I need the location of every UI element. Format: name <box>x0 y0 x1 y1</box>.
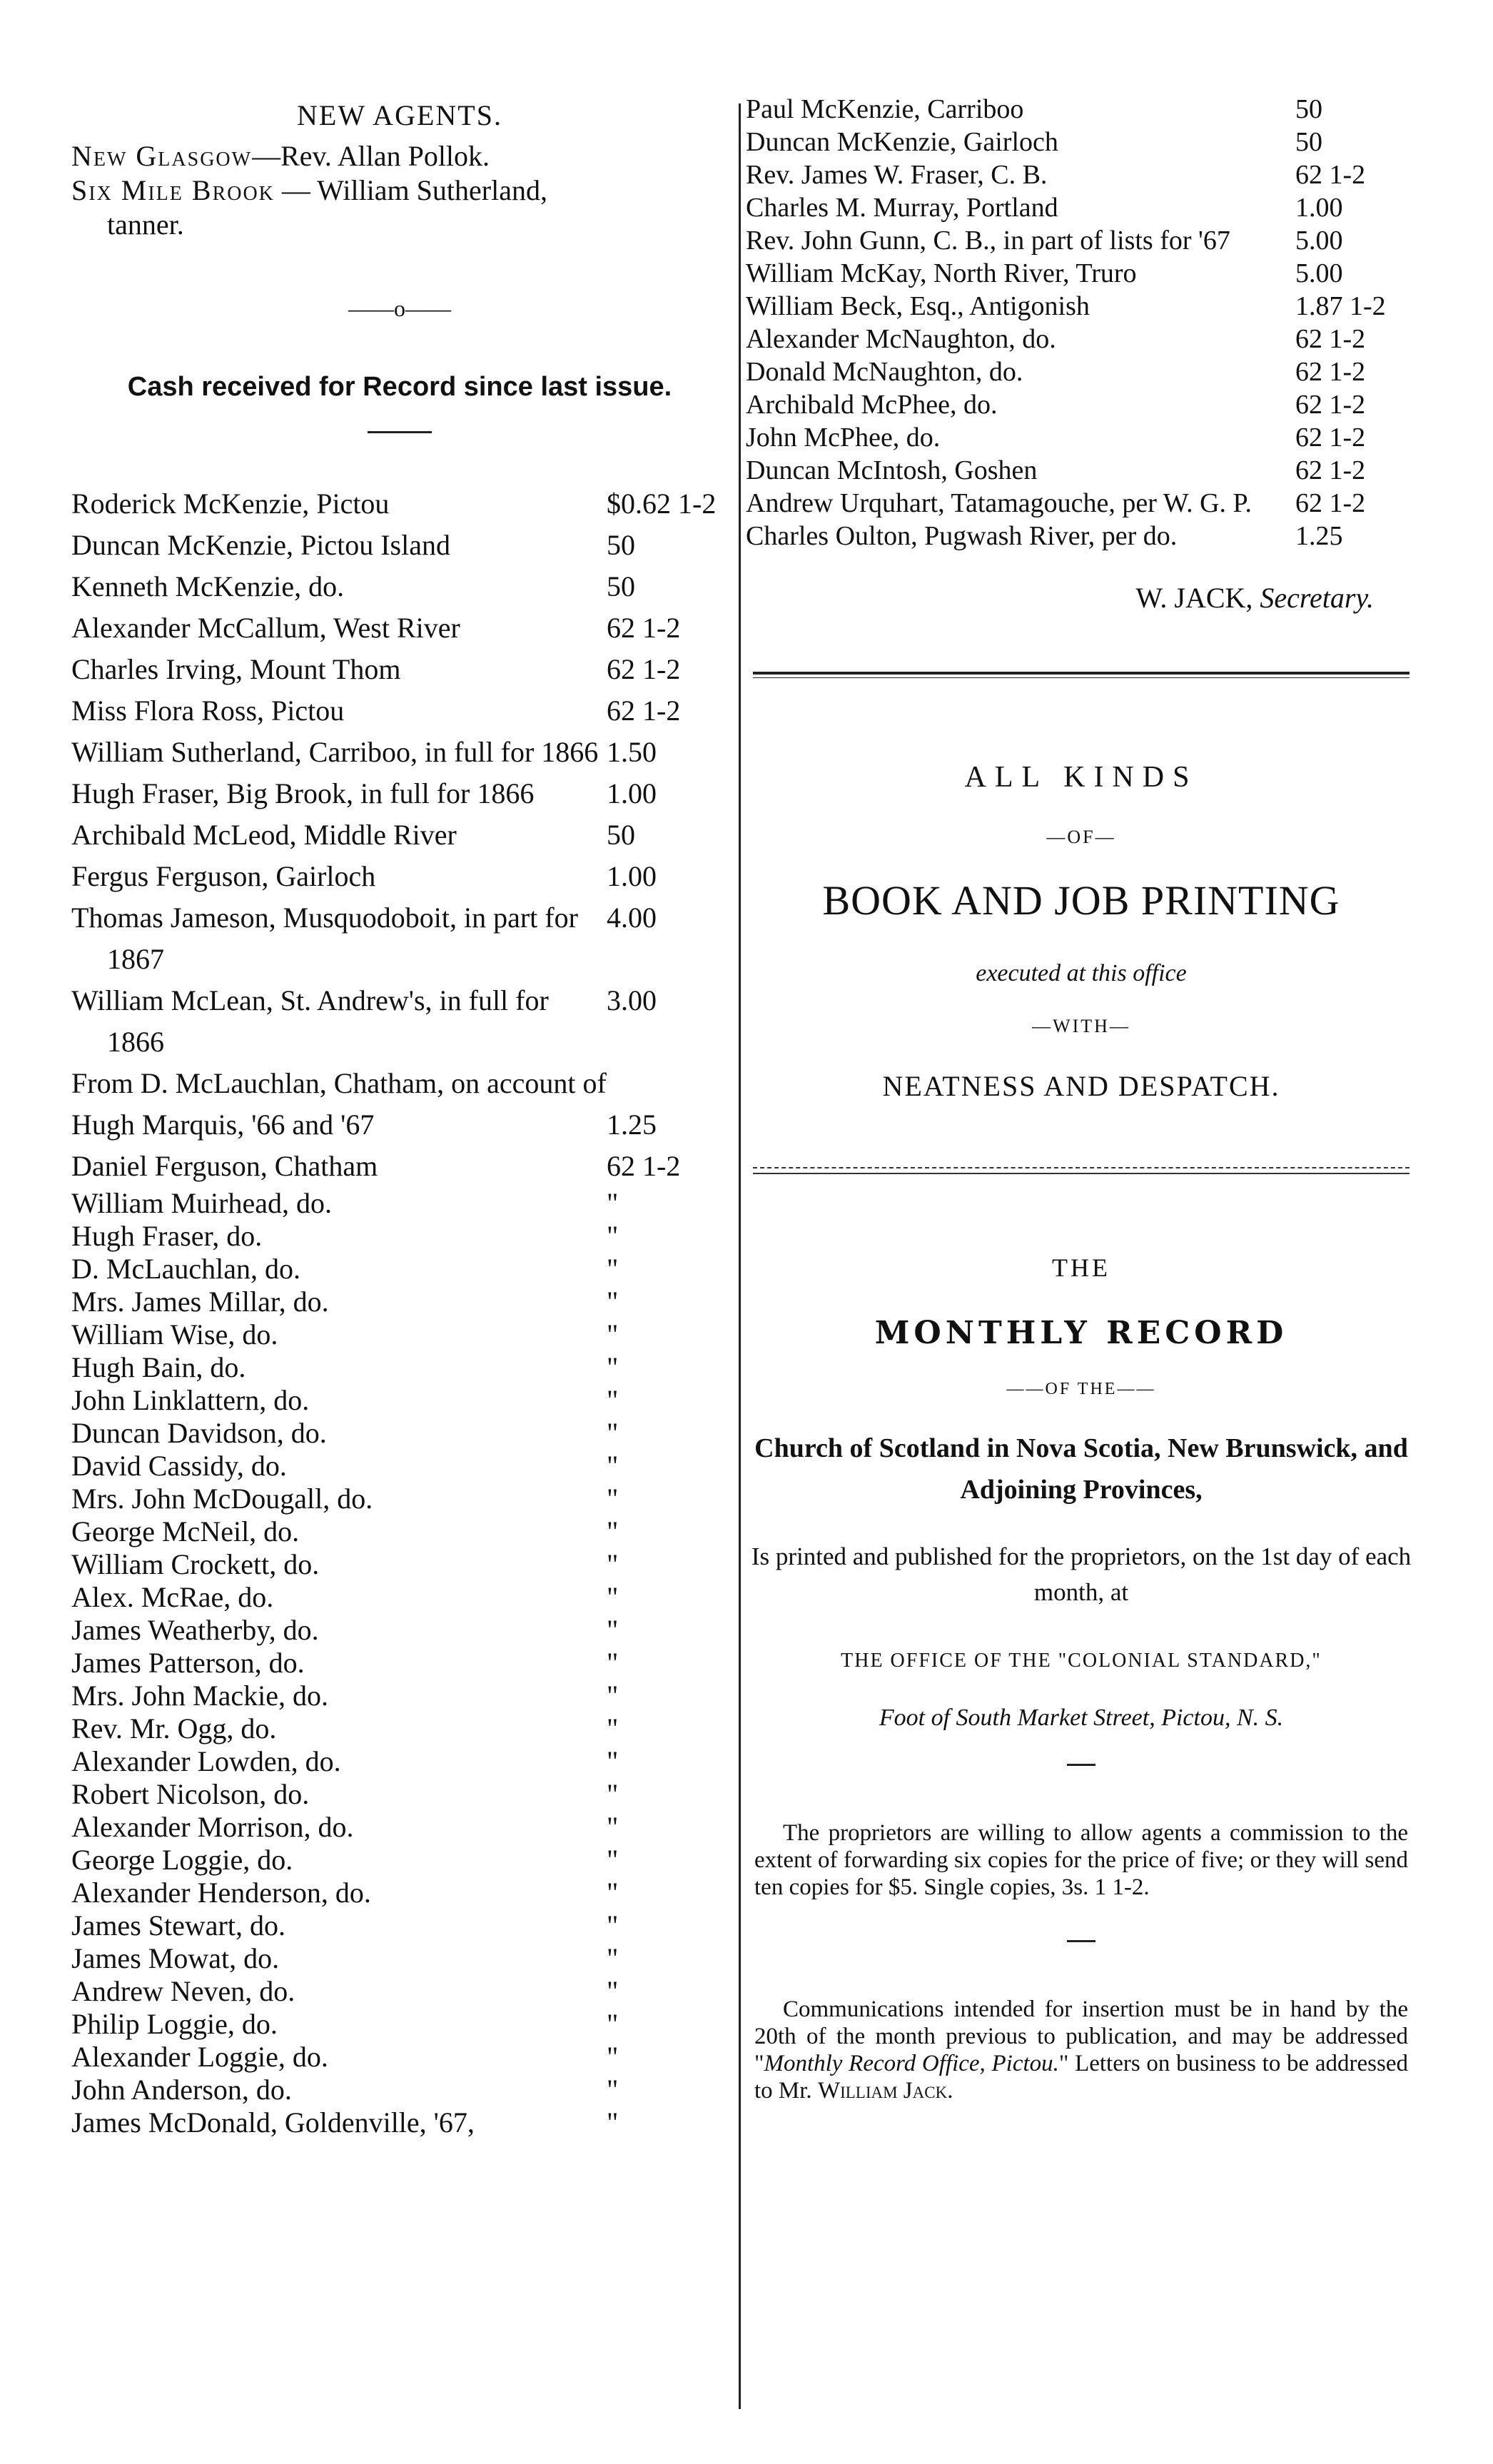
section-separator: ——o—— <box>348 296 451 321</box>
receipt-row <box>71 1515 728 1548</box>
receipt-row <box>71 2008 728 2041</box>
mini-rule <box>1067 1940 1095 1942</box>
signature-name: W. JACK, <box>1135 582 1253 614</box>
receipt-amount: 62 1-2 <box>1295 390 1366 420</box>
left-receipts-list <box>71 483 728 1187</box>
receipt-name: From D. McLauchlan, Chatham, on account of <box>71 1067 607 1099</box>
receipt-name: Alexander Morrison, do. <box>71 1811 354 1843</box>
receipt-amount: 62 1-2 <box>607 1150 681 1182</box>
receipt-row <box>71 690 728 732</box>
receipt-row <box>71 483 728 525</box>
receipt-amount: 62 1-2 <box>607 695 681 727</box>
advert-of: —OF— <box>1046 827 1116 847</box>
receipt-row <box>71 2041 728 2074</box>
receipt-amount: " <box>607 1384 619 1416</box>
receipt-row <box>71 814 728 856</box>
receipt-row <box>71 607 728 649</box>
advert-all-kinds: ALL KINDS <box>964 761 1198 794</box>
receipt-row <box>746 158 1417 191</box>
receipt-amount: 1.00 <box>607 777 657 809</box>
signature <box>746 581 1417 615</box>
receipt-name: John Linklattern, do. <box>71 1384 310 1416</box>
receipt-amount: 50 <box>607 819 635 851</box>
receipt-amount: " <box>607 1942 619 1974</box>
receipt-amount: " <box>607 1318 619 1350</box>
receipt-row <box>71 1778 728 1811</box>
receipt-amount: " <box>607 1351 619 1383</box>
receipt-name: Fergus Ferguson, Gairloch <box>71 860 376 892</box>
receipt-name: Robert Nicolson, do. <box>71 1778 310 1810</box>
record-title: MONTHLY RECORD <box>874 1315 1288 1351</box>
receipt-name: Duncan McKenzie, Pictou Island <box>71 529 450 561</box>
thin-double-rule <box>753 1167 1410 1174</box>
receipt-name: Archibald McPhee, do. <box>746 390 998 420</box>
agent-detail-cont: tanner. <box>107 208 184 241</box>
receipt-name: Alexander Loggie, do. <box>71 2041 328 2073</box>
receipt-amount: " <box>607 1680 619 1712</box>
receipt-amount: 3.00 <box>607 984 657 1016</box>
receipt-name: Thomas Jameson, Musquodoboit, in part for 1867 <box>71 902 578 975</box>
receipt-name: Hugh Bain, do. <box>71 1351 246 1383</box>
receipt-row <box>71 1450 728 1483</box>
advert-executed: executed at this office <box>976 960 1187 986</box>
right-column <box>746 93 1417 2104</box>
receipt-name: William McKay, North River, Truro <box>746 258 1137 288</box>
receipt-row <box>71 1614 728 1647</box>
receipt-name: Hugh Marquis, '66 and '67 <box>71 1109 375 1141</box>
receipt-amount: " <box>607 1745 619 1777</box>
receipt-name: James Mowat, do. <box>71 1942 280 1974</box>
receipt-amount: " <box>607 1220 619 1252</box>
receipt-amount: " <box>607 1417 619 1449</box>
receipt-row <box>71 1417 728 1450</box>
receipt-amount: " <box>607 1483 619 1515</box>
receipt-row <box>71 2106 728 2139</box>
receipt-name: Archibald McLeod, Middle River <box>71 819 457 851</box>
receipt-name: Charles Irving, Mount Thom <box>71 653 401 685</box>
receipt-name: James Patterson, do. <box>71 1647 305 1679</box>
receipt-name: John Anderson, do. <box>71 2074 292 2106</box>
receipt-name: John McPhee, do. <box>746 423 941 453</box>
receipt-amount: 1.25 <box>1295 521 1343 551</box>
comm-name: William Jack. <box>817 2078 953 2104</box>
receipt-name: Philip Loggie, do. <box>71 2008 278 2040</box>
receipt-name: Charles Oulton, Pugwash River, per do. <box>746 521 1178 551</box>
mini-rule <box>1067 1764 1095 1766</box>
receipt-amount: " <box>607 1877 619 1909</box>
receipt-amount: 4.00 <box>607 902 657 934</box>
receipt-amount: 62 1-2 <box>1295 160 1366 190</box>
receipt-name: Alex. McRae, do. <box>71 1581 274 1613</box>
receipt-name: William Wise, do. <box>71 1318 278 1350</box>
short-rule <box>368 431 432 433</box>
receipt-row <box>71 1220 728 1253</box>
receipt-name: Daniel Ferguson, Chatham <box>71 1150 378 1182</box>
receipt-name: George Loggie, do. <box>71 1844 293 1876</box>
advert-with: —WITH— <box>1032 1016 1130 1036</box>
receipt-row <box>746 388 1417 421</box>
receipt-name: James Weatherby, do. <box>71 1614 319 1646</box>
record-of-the: ——OF THE—— <box>1006 1380 1156 1398</box>
receipt-amount: " <box>607 1909 619 1942</box>
receipt-amount: $0.62 1-2 <box>607 488 717 520</box>
receipt-amount: 62 1-2 <box>607 653 681 685</box>
receipt-amount: " <box>607 1548 619 1580</box>
receipt-amount: " <box>607 2041 619 2073</box>
receipt-name: William McLean, St. Andrew's, in full for 1866 <box>71 984 549 1058</box>
receipt-row <box>71 1286 728 1318</box>
receipt-row <box>746 126 1417 158</box>
comm-address: Monthly Record Office, Pictou. <box>764 2051 1059 2076</box>
receipt-name: Hugh Fraser, do. <box>71 1220 263 1252</box>
receipt-name: William Muirhead, do. <box>71 1187 332 1219</box>
receipt-amount: " <box>607 2074 619 2106</box>
receipt-amount: " <box>607 1581 619 1613</box>
receipt-amount: 50 <box>607 529 635 561</box>
receipt-name: Duncan Davidson, do. <box>71 1417 327 1449</box>
receipt-row <box>71 897 728 980</box>
receipt-row <box>71 649 728 690</box>
comm-text-c: " Letters on business to be addressed to Mr. <box>754 2051 1408 2104</box>
left-column <box>71 93 728 2139</box>
receipt-row <box>746 191 1417 224</box>
receipt-name: Rev. James W. Fraser, C. B. <box>746 160 1048 190</box>
receipt-name: William Beck, Esq., Antigonish <box>746 291 1090 321</box>
receipt-amount: 1.00 <box>1295 193 1343 223</box>
receipt-name: Duncan McIntosh, Goshen <box>746 455 1038 485</box>
receipt-amount: " <box>607 1844 619 1876</box>
receipt-row <box>71 1104 728 1146</box>
new-agent-entry <box>71 173 728 208</box>
receipt-row <box>71 856 728 897</box>
receipt-name: Charles M. Murray, Portland <box>746 193 1058 223</box>
receipt-name: Kenneth McKenzie, do. <box>71 570 345 602</box>
receipt-name: Duncan McKenzie, Gairloch <box>746 127 1058 157</box>
cash-received-heading: Cash received for Record since last issue. <box>127 372 672 402</box>
receipt-amount: " <box>607 1450 619 1482</box>
receipt-name: James McDonald, Goldenville, '67, <box>71 2106 475 2139</box>
receipt-row <box>71 1844 728 1877</box>
receipt-row <box>71 1548 728 1581</box>
receipt-name: Andrew Urquhart, Tatamagouche, per W. G. P. <box>746 488 1252 518</box>
receipt-row <box>71 980 728 1063</box>
receipt-row <box>71 1146 728 1187</box>
receipt-name: James Stewart, do. <box>71 1909 285 1942</box>
double-rule <box>753 672 1410 678</box>
receipt-amount: 62 1-2 <box>1295 357 1366 387</box>
receipt-amount: 1.25 <box>607 1109 657 1141</box>
receipt-amount: 1.00 <box>607 860 657 892</box>
receipt-row <box>746 257 1417 290</box>
receipt-row <box>71 1680 728 1712</box>
right-receipts-list <box>746 93 1417 552</box>
receipt-row <box>71 1877 728 1909</box>
receipt-amount: " <box>607 1975 619 2007</box>
receipt-amount: 5.00 <box>1295 258 1343 288</box>
receipt-amount: " <box>607 1286 619 1318</box>
advert-neatness: NEATNESS AND DESPATCH. <box>882 1070 1280 1102</box>
receipt-name: Miss Flora Ross, Pictou <box>71 695 345 727</box>
receipt-name: William Crockett, do. <box>71 1548 320 1580</box>
receipt-row <box>71 1581 728 1614</box>
agent-place: Six Mile Brook <box>71 174 275 206</box>
receipt-row <box>746 421 1417 454</box>
receipt-amount: " <box>607 2008 619 2040</box>
record-terms: The proprietors are willing to allow agents a commission to the extent of forwarding six copies for the price of five; or they will send ten copies for $5. Single copies, 3s. 1 1-2. <box>754 1820 1408 1900</box>
receipt-amount: 62 1-2 <box>607 612 681 644</box>
receipt-row <box>71 1351 728 1384</box>
receipt-row <box>71 1745 728 1778</box>
receipt-amount: " <box>607 1515 619 1547</box>
left-ditto-list <box>71 1187 728 2139</box>
receipt-row <box>71 525 728 566</box>
receipt-row <box>71 566 728 607</box>
new-agent-entry <box>71 139 728 173</box>
receipt-row <box>746 93 1417 126</box>
receipt-row <box>71 1975 728 2008</box>
receipt-name: Paul McKenzie, Carriboo <box>746 94 1024 124</box>
receipt-row <box>71 1909 728 1942</box>
receipt-row <box>71 1942 728 1975</box>
receipt-row <box>746 290 1417 323</box>
receipt-name: Alexander Henderson, do. <box>71 1877 371 1909</box>
receipt-name: Rev. Mr. Ogg, do. <box>71 1712 277 1745</box>
receipt-amount: " <box>607 1187 619 1219</box>
comm-text-a: Communications intended for insertion must be in hand by the 20th of the month previous to publication, and may be addressed " <box>754 1996 1408 2076</box>
record-communications <box>754 1996 1408 2104</box>
receipt-name: Donald McNaughton, do. <box>746 357 1023 387</box>
receipt-name: D. McLauchlan, do. <box>71 1253 301 1285</box>
receipt-amount: 50 <box>607 570 635 602</box>
receipt-name: David Cassidy, do. <box>71 1450 287 1482</box>
receipt-name: Hugh Fraser, Big Brook, in full for 1866 <box>71 777 535 809</box>
record-the: THE <box>1052 1253 1110 1282</box>
receipt-amount: 50 <box>1295 94 1322 124</box>
receipt-name: Roderick McKenzie, Pictou <box>71 488 390 520</box>
receipt-row <box>71 732 728 773</box>
receipt-name: William Sutherland, Carriboo, in full for 1866 <box>71 736 599 768</box>
receipt-amount: 5.00 <box>1295 226 1343 256</box>
receipt-amount: 62 1-2 <box>1295 423 1366 453</box>
receipt-amount: 1.50 <box>607 736 657 768</box>
receipt-amount: " <box>607 1253 619 1285</box>
receipt-name: Mrs. John McDougall, do. <box>71 1483 373 1515</box>
receipt-amount: " <box>607 1811 619 1843</box>
receipt-name: Mrs. James Millar, do. <box>71 1286 329 1318</box>
receipt-row <box>71 1187 728 1220</box>
receipt-row <box>71 773 728 814</box>
record-church: Church of Scotland in Nova Scotia, New Brunswick, and Adjoining Provinces, <box>754 1433 1408 1505</box>
receipt-row <box>71 1483 728 1515</box>
receipt-name: Alexander Lowden, do. <box>71 1745 341 1777</box>
receipt-row <box>71 1647 728 1680</box>
record-printed: Is printed and published for the proprietors, on the 1st day of each month, at <box>751 1542 1412 1606</box>
record-office: THE OFFICE OF THE "COLONIAL STANDARD," <box>841 1650 1322 1672</box>
receipt-amount: 62 1-2 <box>1295 455 1366 485</box>
receipt-amount <box>607 1063 728 1104</box>
receipt-amount: 1.87 1-2 <box>1295 291 1386 321</box>
receipt-row <box>746 323 1417 355</box>
record-foot: Foot of South Market Street, Pictou, N. S. <box>879 1705 1284 1731</box>
receipt-row <box>71 1063 728 1104</box>
receipt-row <box>746 487 1417 520</box>
receipt-row <box>71 1253 728 1286</box>
agent-detail: —Rev. Allan Pollok. <box>252 140 490 172</box>
agent-detail: — William Sutherland, <box>274 174 547 206</box>
receipt-row <box>71 1318 728 1351</box>
receipt-row <box>71 1811 728 1844</box>
column-divider <box>739 103 741 2409</box>
receipt-amount: 50 <box>1295 127 1322 157</box>
new-agents-heading: NEW AGENTS. <box>297 99 502 131</box>
receipt-amount: " <box>607 1614 619 1646</box>
receipt-name: Mrs. John Mackie, do. <box>71 1680 328 1712</box>
receipt-row <box>71 1712 728 1745</box>
receipt-name: Alexander McCallum, West River <box>71 612 460 644</box>
receipt-name: Alexander McNaughton, do. <box>746 324 1056 354</box>
receipt-name: Rev. John Gunn, C. B., in part of lists for '67 <box>746 226 1230 256</box>
advert-headline: BOOK AND JOB PRINTING <box>822 877 1340 924</box>
receipt-amount: " <box>607 1778 619 1810</box>
receipt-row <box>746 355 1417 388</box>
receipt-amount: 62 1-2 <box>1295 324 1366 354</box>
receipt-row <box>746 454 1417 487</box>
receipt-amount: 62 1-2 <box>1295 488 1366 518</box>
receipt-row <box>71 1384 728 1417</box>
receipt-row <box>746 520 1417 552</box>
receipt-amount: " <box>607 1712 619 1745</box>
receipt-row <box>746 224 1417 257</box>
agent-place: New Glasgow <box>71 140 253 172</box>
receipt-row <box>71 2074 728 2106</box>
receipt-name: Andrew Neven, do. <box>71 1975 295 2007</box>
signature-title: Secretary. <box>1260 582 1374 614</box>
receipt-amount: " <box>607 1647 619 1679</box>
receipt-amount: " <box>607 2106 619 2139</box>
receipt-name: George McNeil, do. <box>71 1515 300 1547</box>
